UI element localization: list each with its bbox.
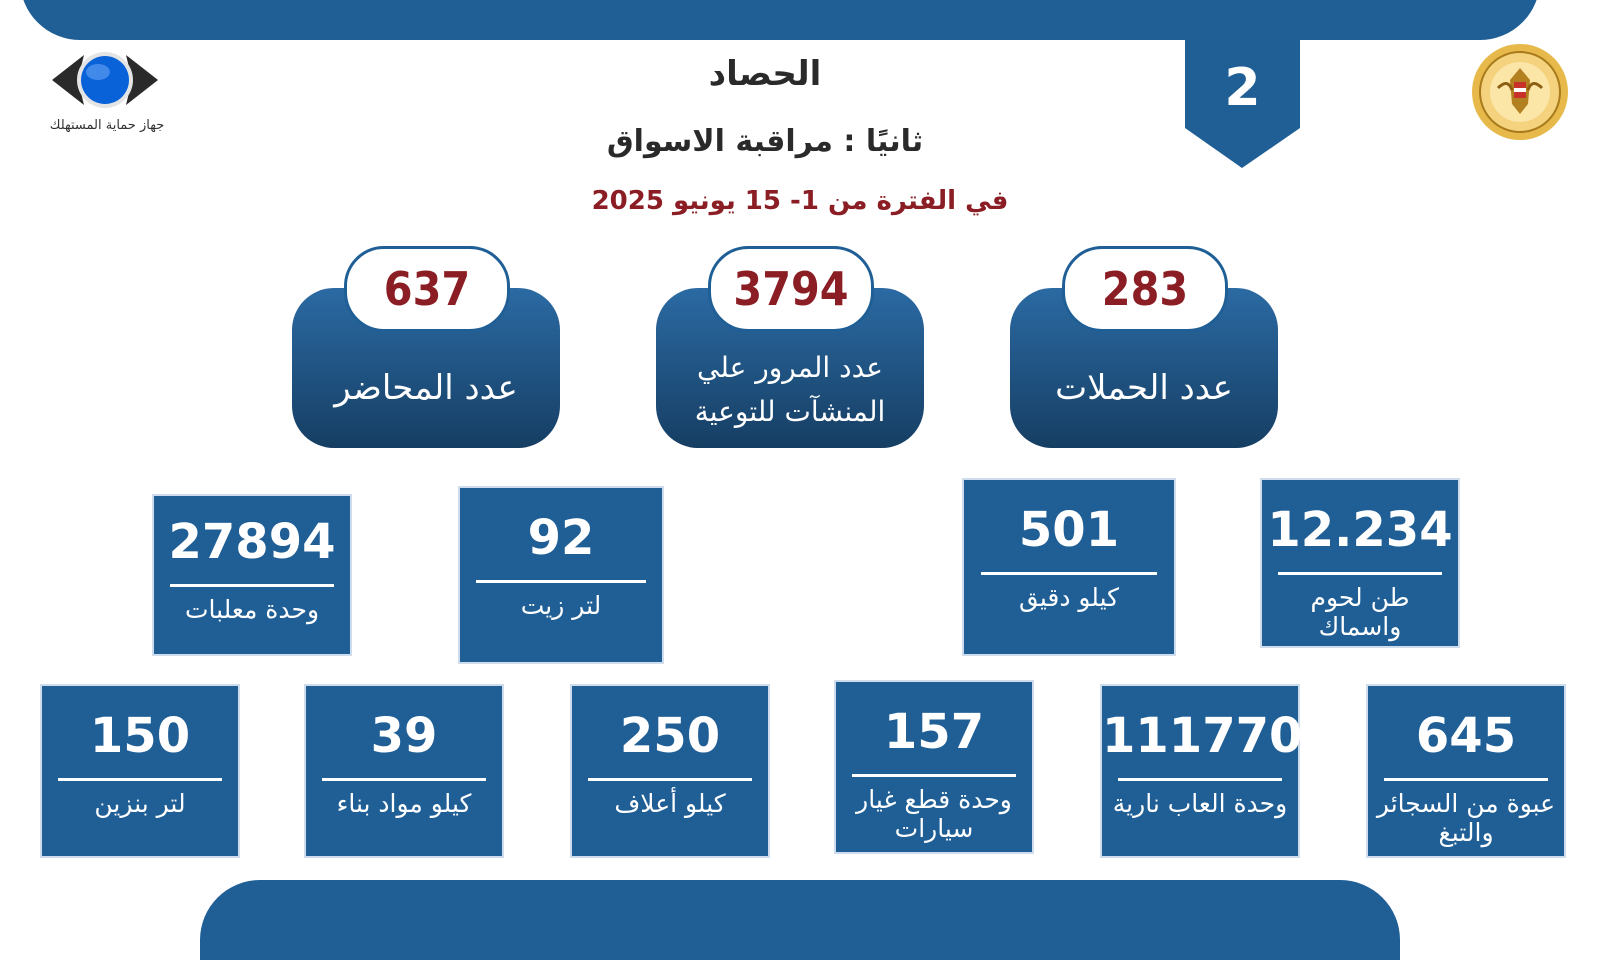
seizure-box-fireworks [1100, 684, 1303, 858]
seizure-box-meat-fish [1260, 478, 1460, 648]
seizure-label: كيلو مواد بناء [336, 789, 472, 818]
report-period: في الفترة من 1- 15 يونيو 2025 [591, 186, 1009, 216]
stat-value: 637 [344, 246, 510, 332]
seizure-label: لتر بنزين [94, 789, 186, 818]
seizure-box-fodder [570, 684, 770, 858]
page-number: 2 [1224, 58, 1261, 118]
seizure-label: وحدة العاب نارية [1112, 789, 1288, 818]
bottom-banner [200, 880, 1400, 960]
seizure-label: عبوة من السجائر والتبغ [1376, 789, 1556, 847]
page-subtitle: ثانيًا : مراقبة الاسواق [606, 124, 924, 159]
seizure-value: 92 [527, 510, 595, 566]
divider [170, 584, 335, 587]
divider [1118, 778, 1283, 781]
stat-label: عدد المحاضر [334, 368, 518, 408]
divider [322, 778, 487, 781]
seizure-label: لتر زيت [520, 591, 602, 620]
stat-value: 283 [1062, 246, 1228, 332]
divider [981, 572, 1157, 575]
seizure-label: كيلو أعلاف [614, 789, 726, 818]
stat-value: 3794 [708, 246, 874, 332]
divider [476, 580, 646, 583]
seizure-value: 27894 [168, 514, 336, 570]
top-banner [20, 0, 1540, 40]
seizure-label: وحدة معلبات [184, 595, 320, 624]
seizure-value: 501 [1018, 502, 1120, 558]
seizure-value: 39 [370, 708, 438, 764]
seizure-label: طن لحوم واسماك [1310, 583, 1410, 641]
logo-caption: جهاز حماية المستهلك [49, 118, 165, 133]
seizure-value: 645 [1415, 708, 1517, 764]
seizure-value: 157 [883, 704, 985, 760]
seizure-box-canned-goods [152, 494, 352, 656]
stat-label: عدد المرور علي المنشآت للتوعية [694, 351, 886, 428]
seizure-value: 111770 [1102, 708, 1303, 764]
seizure-value: 250 [619, 708, 721, 764]
stat-label: عدد الحملات [1055, 368, 1233, 408]
divider [1278, 572, 1443, 575]
seizure-value: 150 [89, 708, 191, 764]
divider [58, 778, 223, 781]
seizure-label: كيلو دقيق [1018, 583, 1120, 612]
divider [1384, 778, 1549, 781]
page-title: الحصاد [708, 54, 822, 94]
seizure-value: 12.234 [1267, 502, 1453, 558]
divider [852, 774, 1017, 777]
seizure-box-gasoline [40, 684, 240, 858]
seizure-label: وحدة قطع غيار سيارات [856, 785, 1012, 843]
seizure-box-cigarettes [1366, 684, 1566, 858]
divider [588, 778, 753, 781]
seizure-box-auto-parts [834, 680, 1034, 854]
seizure-box-oil [458, 486, 664, 664]
seizure-box-flour [962, 478, 1176, 656]
seizure-box-building-materials [304, 684, 504, 858]
